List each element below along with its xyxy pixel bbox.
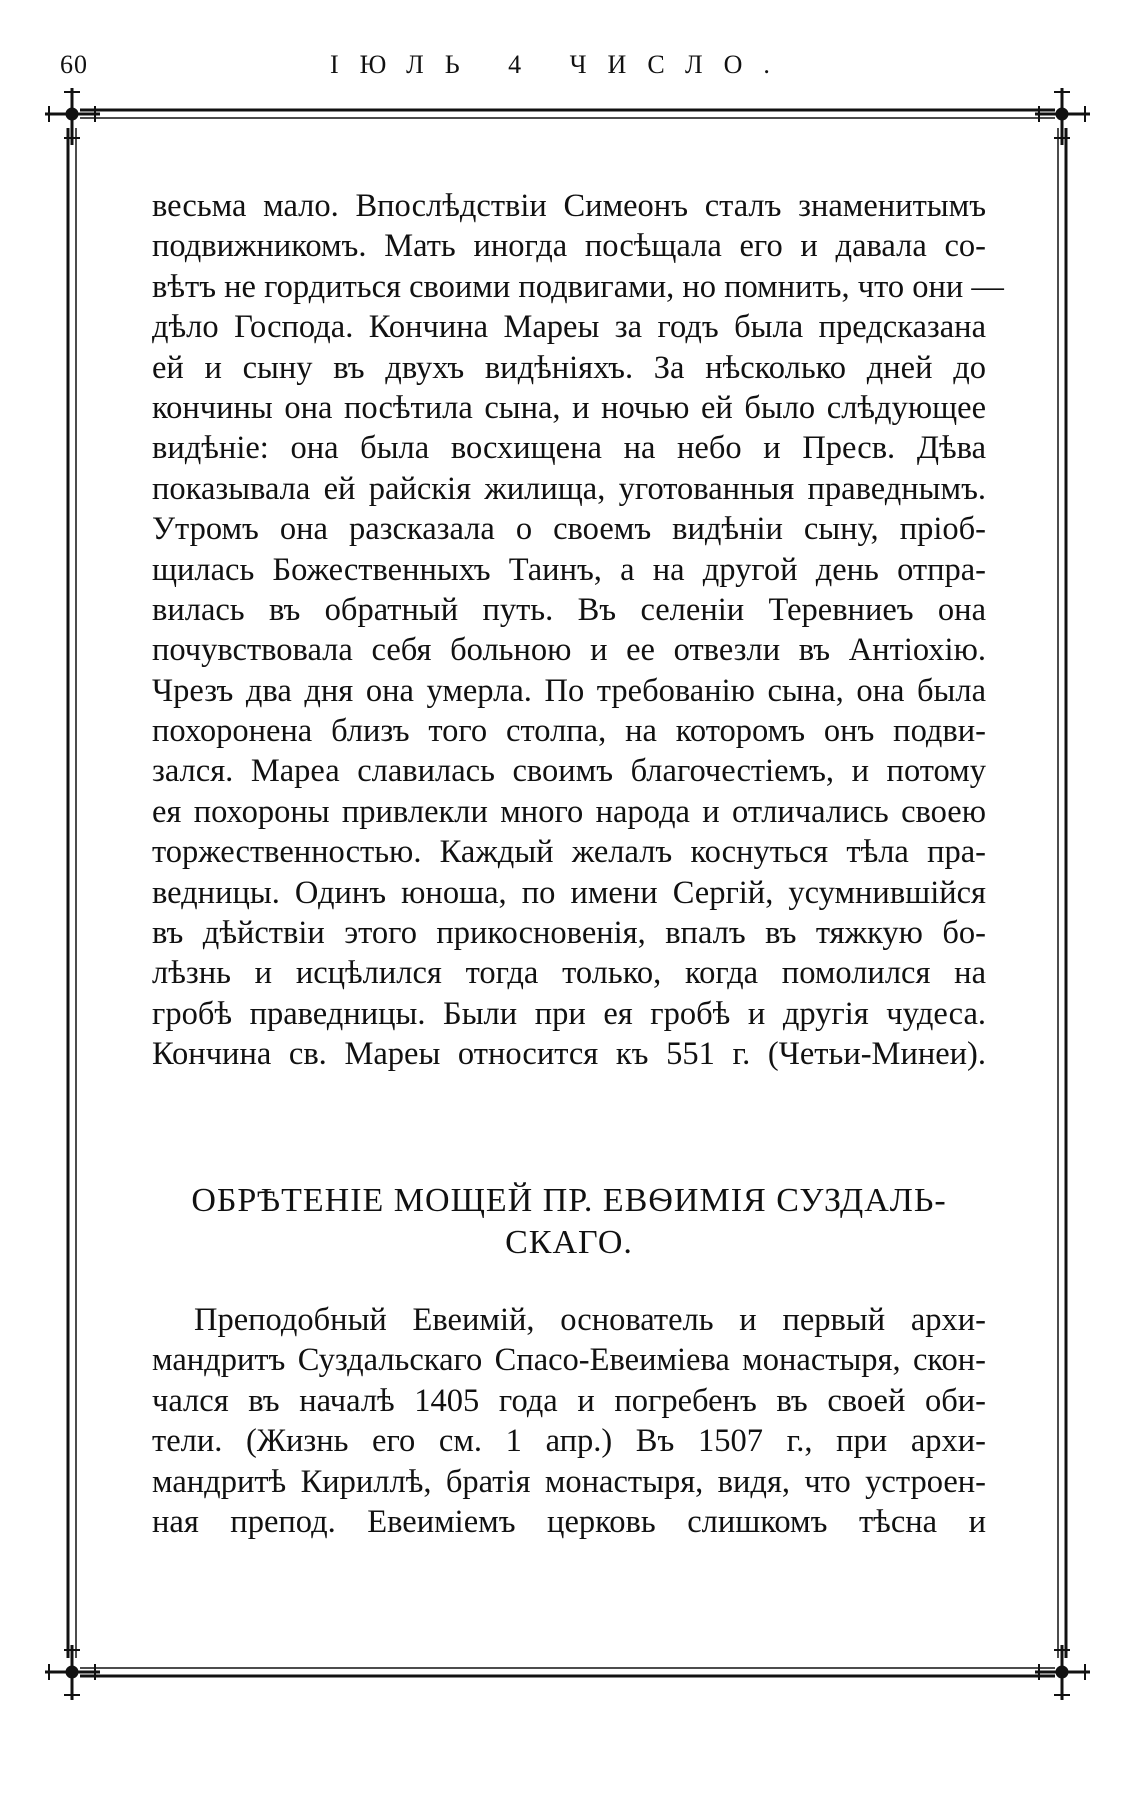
- section-title-line-2: СКАГО.: [505, 1224, 633, 1261]
- paragraph-continued: [152, 186, 1004, 1075]
- text-line: зался. Мареа славилась своимъ благочестіемъ, и потому: [152, 753, 986, 790]
- corner-ornament-bottom-left: [45, 1645, 100, 1700]
- text-line: тели. (Жизнь его см. 1 апр.) Въ 1507 г., при архи-: [152, 1423, 986, 1460]
- text-line: Кончина св. Мареы относится къ 551 г. (Четьи-Минеи).: [152, 1036, 986, 1073]
- text-line: гробѣ праведницы. Были при ея гробѣ и другія чудеса.: [152, 995, 986, 1032]
- corner-ornament-top-left: [45, 88, 100, 145]
- text-line: чался въ началѣ 1405 года и погребенъ въ своей оби-: [152, 1382, 986, 1419]
- text-line: кончины она посѣтила сына, и ночью ей было слѣдующее: [152, 389, 986, 426]
- paragraph-new-section: [152, 1300, 986, 1542]
- corner-ornament-top-right: [1035, 88, 1090, 145]
- text-line: ей и сыну въ двухъ видѣніяхъ. За нѣсколько дней до: [152, 349, 986, 386]
- text-line: вѣтъ не гордиться своими подвигами, но помнить, что они —: [152, 268, 1004, 305]
- page-number: 60: [60, 50, 88, 79]
- text-line: ная препод. Евеиміемъ церковь слишкомъ тѣсна и: [152, 1503, 986, 1540]
- text-line: ея похороны привлекли много народа и отличались своею: [152, 793, 986, 830]
- corner-ornament-bottom-right: [1035, 1645, 1090, 1700]
- text-line: Преподобный Евеимій, основатель и первый архи-: [194, 1302, 986, 1338]
- text-line: Чрезъ два дня она умерла. По требованію сына, она была: [152, 672, 986, 709]
- text-line: весьма мало. Впослѣдствіи Симеонъ сталъ знаменитымъ: [152, 188, 986, 224]
- running-head: ІЮЛЬ 4 ЧИСЛО.: [330, 50, 791, 79]
- text-line: дѣло Господа. Кончина Мареы за годъ была предсказана: [152, 309, 986, 346]
- text-line: подвижникомъ. Мать иногда посѣщала его и давала со-: [152, 228, 986, 265]
- section-title: [152, 1180, 986, 1264]
- text-line: показывала ей райскія жилища, уготованныя праведнымъ.: [152, 470, 986, 507]
- text-line: въ дѣйствіи этого прикосновенія, впалъ въ тяжкую бо-: [152, 915, 986, 952]
- text-line: похоронена близъ того столпа, на которомъ онъ подви-: [152, 713, 986, 750]
- text-line: видѣніе: она была восхищена на небо и Пресв. Дѣва: [152, 430, 986, 467]
- text-line: ведницы. Одинъ юноша, по имени Сергій, усумнившійся: [152, 874, 986, 911]
- text-line: лѣзнь и исцѣлился тогда только, когда помолился на: [152, 955, 986, 992]
- text-line: почувствовала себя больною и ее отвезли въ Антіохію.: [152, 632, 986, 669]
- text-line: мандритъ Суздальскаго Спасо-Евеиміева монастыря, скон-: [152, 1342, 986, 1379]
- text-line: торжественностью. Каждый желалъ коснуться тѣла пра-: [152, 834, 986, 871]
- text-line: вилась въ обратный путь. Въ селеніи Теревниеъ она: [152, 591, 986, 628]
- text-line: мандритѣ Кириллѣ, братія монастыря, видя, что устроен-: [152, 1463, 986, 1500]
- text-line: Утромъ она разсказала о своемъ видѣніи сыну, пріоб-: [152, 511, 986, 548]
- text-line: щилась Божественныхъ Таинъ, а на другой день отпра-: [152, 551, 986, 588]
- section-title-line-1: ОБРѢТЕНІЕ МОЩЕЙ ПР. ЕВѲИМІЯ СУЗДАЛЬ-: [191, 1182, 947, 1219]
